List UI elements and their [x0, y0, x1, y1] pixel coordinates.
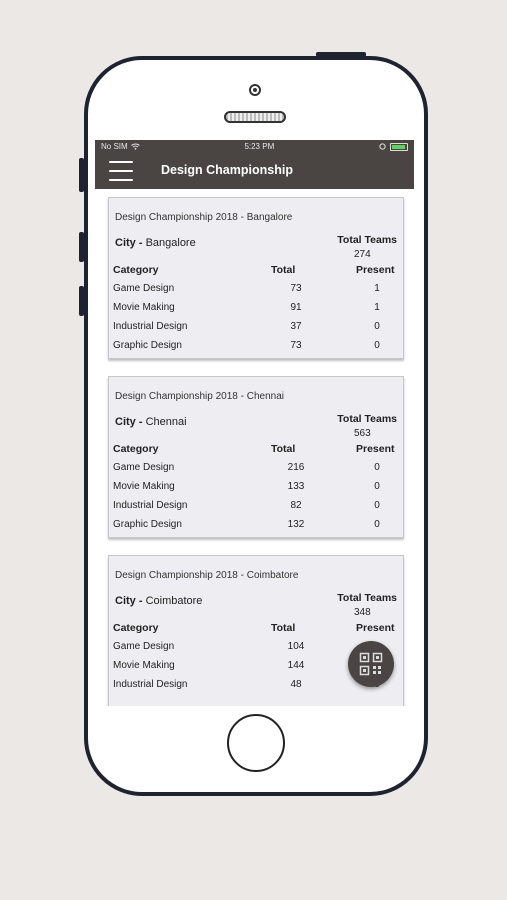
earpiece-speaker [224, 111, 286, 123]
table-row: Industrial Design 37 0 [113, 321, 380, 332]
category-header: Category [113, 622, 159, 634]
category-header: Category [113, 264, 159, 276]
total-header: Total [271, 443, 296, 455]
present-header: Present [356, 264, 395, 276]
home-button[interactable] [227, 714, 285, 772]
card-title: Design Championship 2018 - Bangalore [115, 212, 293, 223]
card-title: Design Championship 2018 - Coimbatore [115, 570, 299, 581]
championship-card-bangalore[interactable] [108, 197, 404, 359]
qr-scan-icon [359, 652, 383, 676]
front-camera [249, 84, 261, 96]
table-row: Game Design 216 0 [113, 462, 380, 473]
total-teams-label: Total Teams [337, 413, 397, 425]
qr-scan-button[interactable] [348, 641, 394, 687]
app-title: Design Championship [161, 163, 293, 177]
championship-card-chennai[interactable] [108, 376, 404, 538]
present-header: Present [356, 622, 395, 634]
championship-list[interactable] [95, 189, 414, 706]
table-row: Movie Making 144 [113, 660, 305, 671]
total-header: Total [271, 622, 296, 634]
card-title: Design Championship 2018 - Chennai [115, 391, 284, 402]
total-teams-value: 274 [354, 249, 371, 260]
category-header: Category [113, 443, 159, 455]
phone-screen [95, 140, 414, 706]
city-label: City - Bangalore [115, 237, 196, 249]
table-row: Industrial Design 82 0 [113, 500, 380, 511]
city-label: City - Coimbatore [115, 595, 203, 607]
table-row: Game Design 104 [113, 641, 305, 652]
total-teams-value: 348 [354, 607, 371, 618]
total-header: Total [271, 264, 296, 276]
present-header: Present [356, 443, 395, 455]
city-label: City - Chennai [115, 416, 187, 428]
table-row: Graphic Design 132 0 [113, 519, 380, 530]
wifi-icon [131, 143, 140, 150]
battery-icon [390, 143, 408, 151]
table-row: Movie Making 91 1 [113, 302, 380, 313]
table-row: Game Design 73 1 [113, 283, 380, 294]
total-teams-label: Total Teams [337, 592, 397, 604]
table-row: Graphic Design 73 0 [113, 340, 380, 351]
status-bar [95, 140, 414, 153]
orientation-lock-icon [379, 143, 386, 150]
table-row: Industrial Design 48 [113, 679, 302, 690]
total-teams-value: 563 [354, 428, 371, 439]
carrier-label: No SIM [101, 142, 128, 151]
menu-icon[interactable] [109, 161, 133, 181]
app-bar [95, 153, 414, 189]
status-time: 5:23 PM [244, 142, 275, 151]
total-teams-label: Total Teams [337, 234, 397, 246]
table-row: Movie Making 133 0 [113, 481, 380, 492]
